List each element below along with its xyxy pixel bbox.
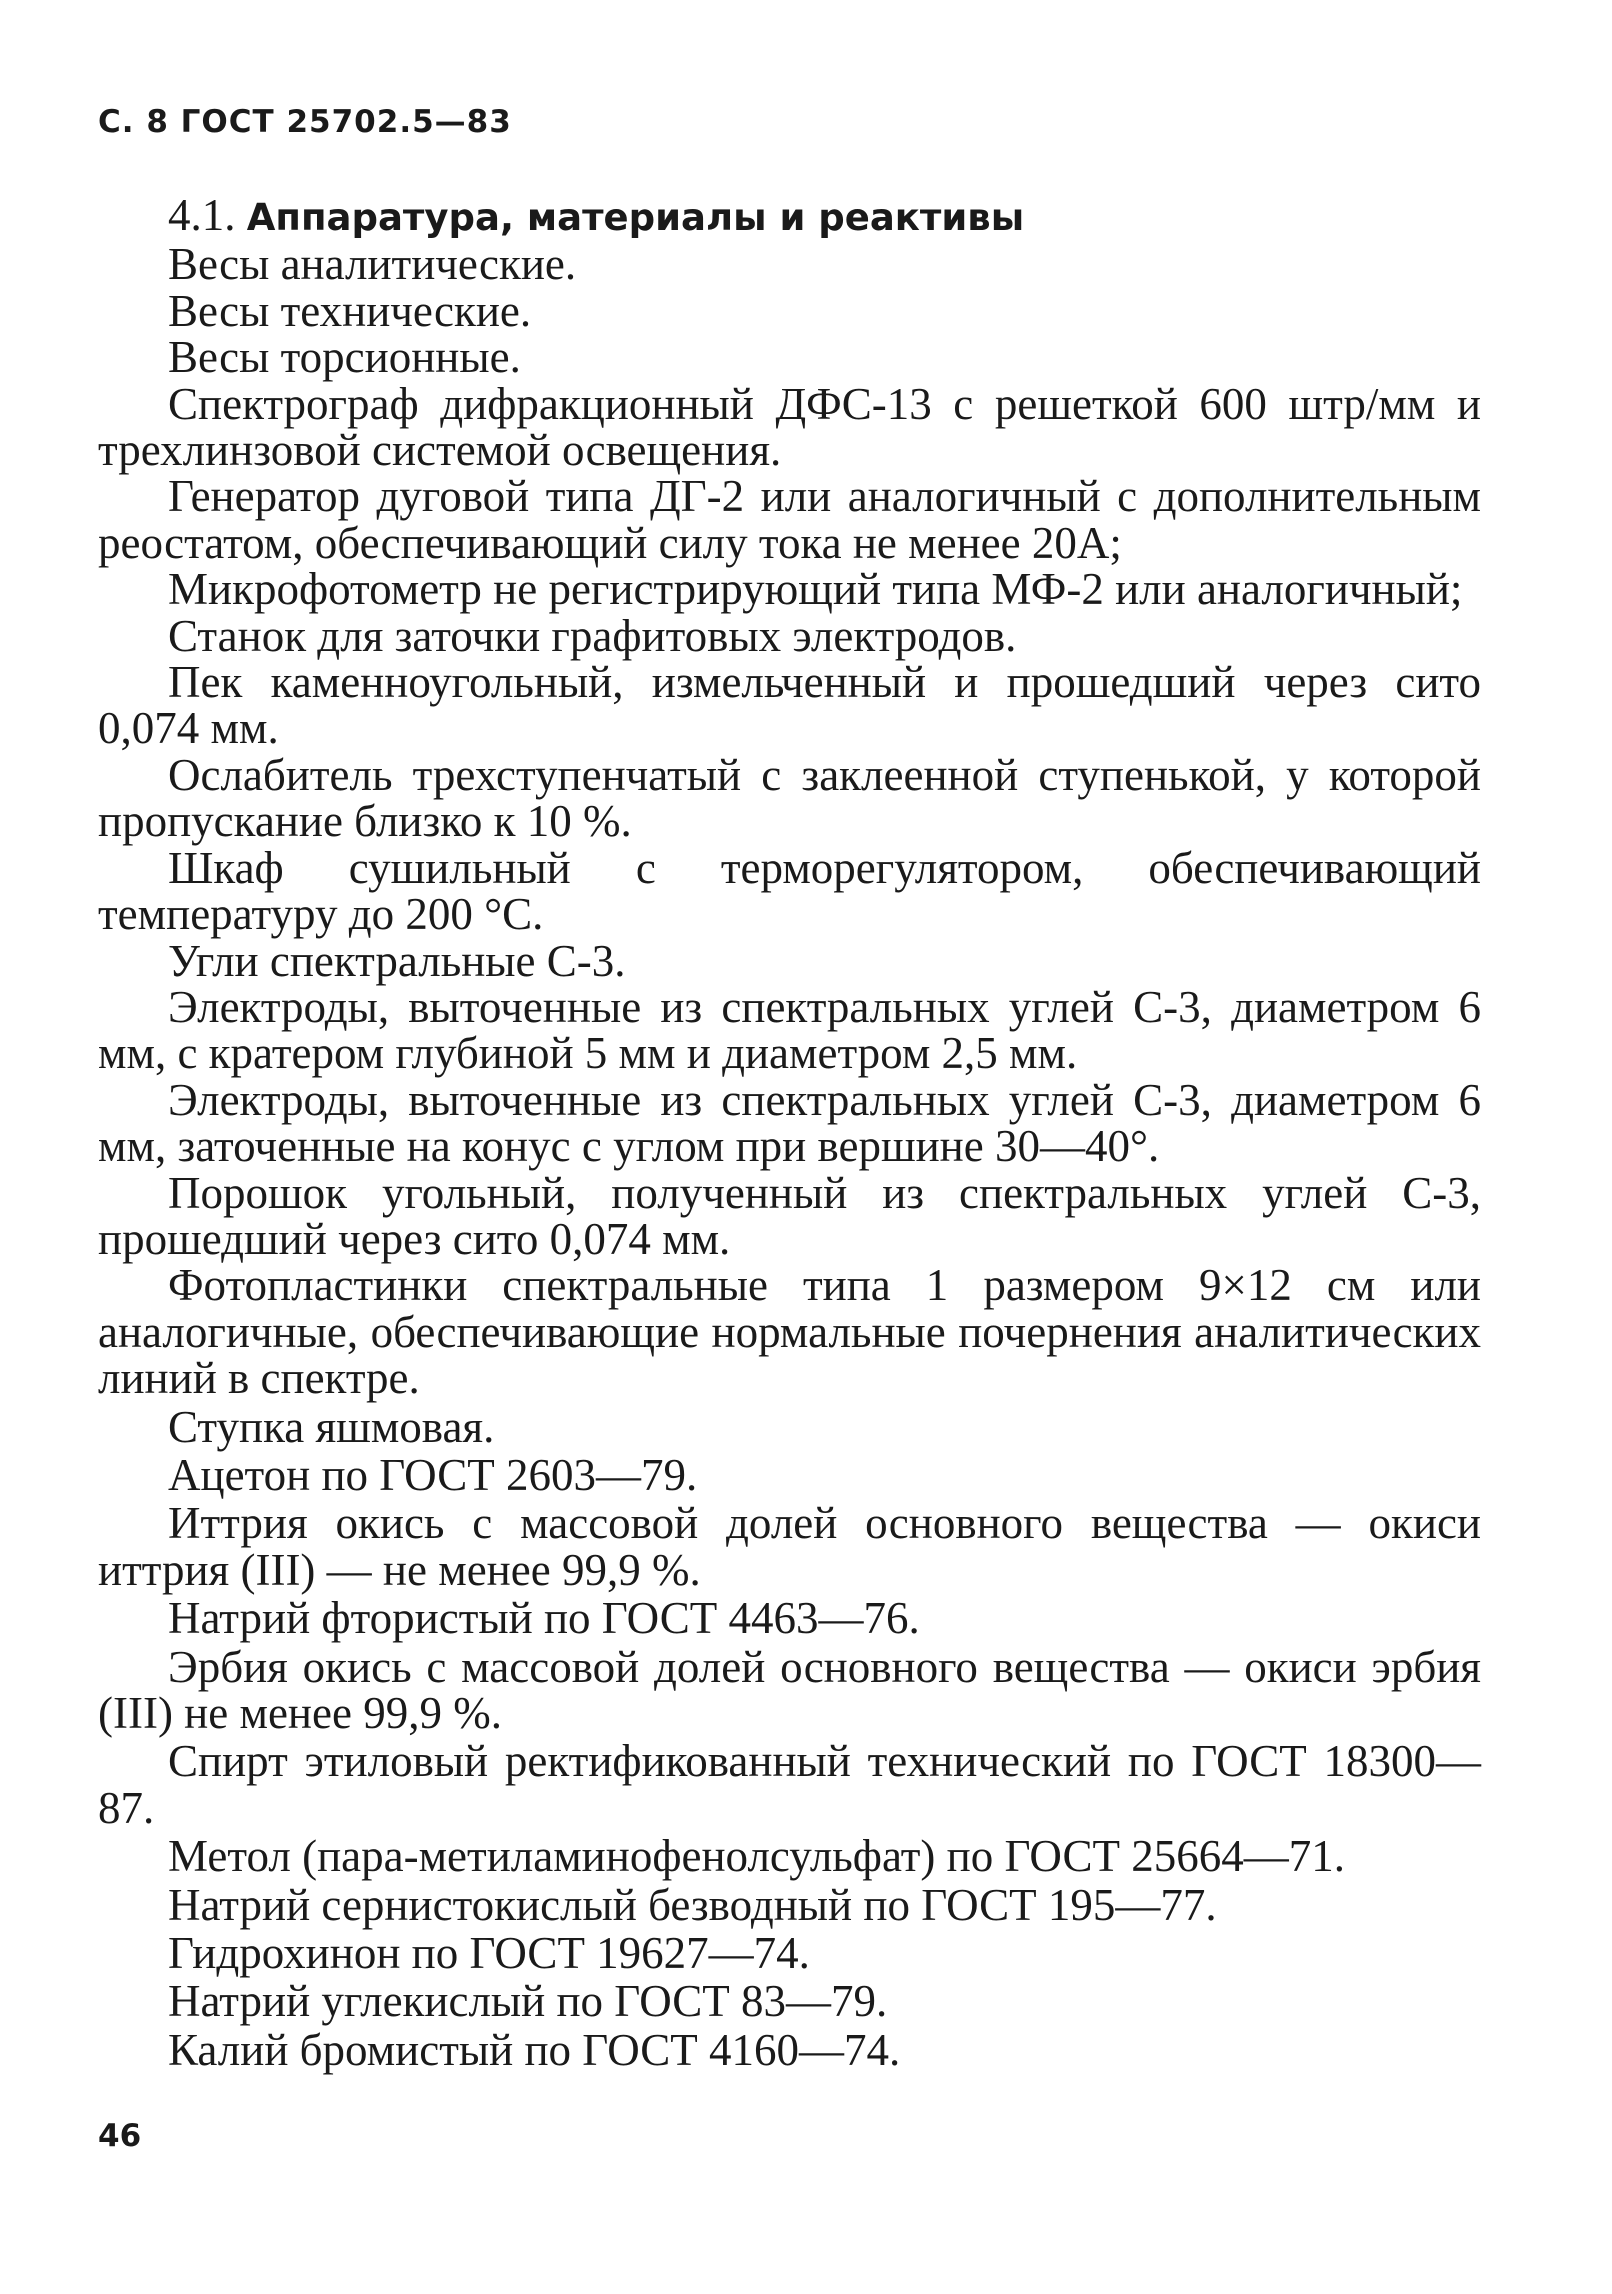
list-item: Фотопластинки спектральные типа 1 размером 9×12 см или аналогичные, обеспечивающие нормальные почернения аналитических линий в спектре. xyxy=(98,1260,1481,1404)
list-item: Генератор дуговой типа ДГ-2 или аналогичный с дополнительным реостатом, обеспечивающий силу тока не менее 20А; xyxy=(98,471,1481,568)
page-number: 46 xyxy=(98,2118,142,2154)
list-item: Ступка яшмовая. xyxy=(168,1401,495,1452)
list-item: Калий бромистый по ГОСТ 4160—74. xyxy=(168,2024,901,2075)
list-item: Станок для заточки графитовых электродов. xyxy=(168,610,1017,661)
list-item: Весы технические. xyxy=(168,285,532,336)
list-item: Весы аналитические. xyxy=(168,239,577,290)
page-header: С. 8 ГОСТ 25702.5—83 xyxy=(98,104,512,140)
list-item: Порошок угольный, полученный из спектральных углей С-3, прошедший через сито 0,074 мм. xyxy=(98,1167,1481,1264)
page-body xyxy=(98,192,1481,2073)
list-item: Натрий сернистокислый безводный по ГОСТ 195—77. xyxy=(168,1879,1217,1930)
list-item: Эрбия окись с массовой долей основного вещества — окиси эрбия (III) не менее 99,9 %. xyxy=(98,1641,1481,1738)
list-item: Натрий углекислый по ГОСТ 83—79. xyxy=(168,1976,888,2027)
list-item: Электроды, выточенные из спектральных углей С-3, диаметром 6 мм, с кратером глубиной 5 мм и диаметром 2,5 мм. xyxy=(98,981,1481,1079)
list-item: Натрий фтористый по ГОСТ 4463—76. xyxy=(168,1593,920,1644)
list-item: Микрофотометр не регистрирующий типа МФ-2 или аналогичный; xyxy=(168,564,1463,615)
list-item: Ацетон по ГОСТ 2603—79. xyxy=(168,1449,698,1500)
list-item: Электроды, выточенные из спектральных углей С-3, диаметром 6 мм, заточенные на конус с углом при вершине 30—40°. xyxy=(98,1074,1481,1172)
list-item: Гидрохинон по ГОСТ 19627—74. xyxy=(168,1928,810,1979)
list-item: Весы торсионные. xyxy=(168,332,521,383)
section-number: 4.1. xyxy=(168,190,236,240)
section-title: Аппаратура, материалы и реактивы xyxy=(246,196,1025,239)
list-item: Спектрограф дифракционный ДФС-13 с решеткой 600 штр/мм и трехлинзовой системой освещения. xyxy=(98,378,1481,476)
list-item: Шкаф сушильный с терморегулятором, обеспечивающий температуру до 200 °С. xyxy=(98,842,1481,940)
list-item: Ослабитель трехступенчатый с заклеенной ступенькой, у которой пропускание близко к 10 %. xyxy=(98,749,1481,847)
list-item: Пек каменноугольный, измельченный и прошедший через сито 0,074 мм. xyxy=(98,657,1481,754)
list-item: Угли спектральные С-3. xyxy=(168,935,626,986)
list-item: Иттрия окись с массовой долей основного вещества — окиси иттрия (III) — не менее 99,9 %. xyxy=(98,1498,1481,1595)
list-item: Спирт этиловый ректификованный технический по ГОСТ 18300—87. xyxy=(98,1736,1481,1833)
section-heading xyxy=(98,192,1481,241)
list-item: Метол (пара-метиламинофенолсульфат) по ГОСТ 25664—71. xyxy=(168,1831,1345,1882)
